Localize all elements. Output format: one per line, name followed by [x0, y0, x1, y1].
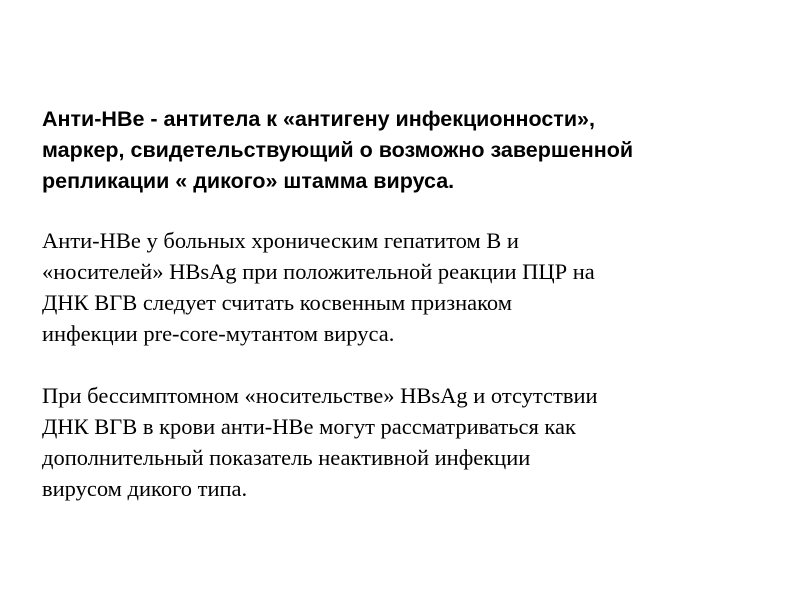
- paragraph-line: инфекции pre-core-мутантом вируса.: [42, 321, 395, 346]
- paragraph-line: вирусом дикого типа.: [42, 476, 248, 501]
- heading-line: маркер, свидетельствующий о возможно завершенной: [42, 138, 634, 162]
- paragraph-line: ДНК ВГВ в крови анти-НВе могут рассматриваться как: [42, 414, 576, 439]
- heading-line: репликации « дикого» штамма вируса.: [42, 169, 455, 193]
- paragraph-line: дополнительный показатель неактивной инфекции: [42, 445, 531, 470]
- paragraph-chronic-hepatitis: [42, 225, 782, 349]
- paragraph-line: ДНК ВГВ следует считать косвенным признаком: [42, 290, 512, 315]
- paragraph-line: Анти-НВе у больных хроническим гепатитом В и: [42, 228, 519, 253]
- paragraph-line: При бессимптомном «носительстве» HBsAg и отсутствии: [42, 383, 598, 408]
- heading-line: Анти-НВе - антитела к «антигену инфекционности»,: [42, 107, 595, 131]
- slide-heading: [42, 104, 782, 197]
- paragraph-asymptomatic-carriage: [42, 380, 782, 504]
- paragraph-line: «носителей» HBsAg при положительной реакции ПЦР на: [42, 259, 595, 284]
